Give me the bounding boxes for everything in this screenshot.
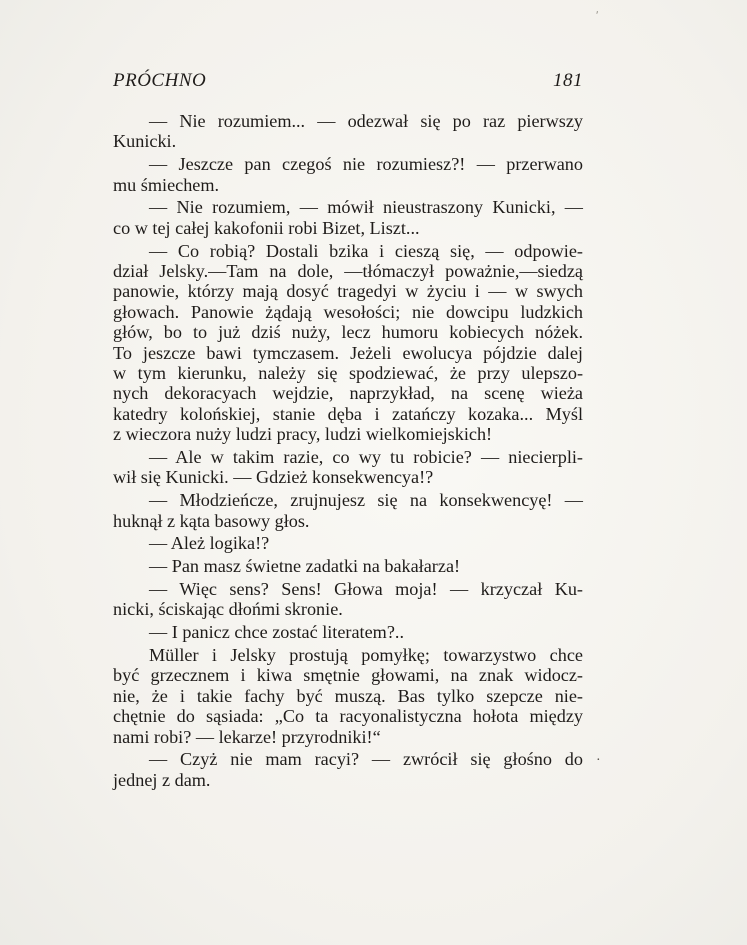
text-line: Kunicki. bbox=[113, 131, 177, 152]
text-line: chętnie do sąsiada: „Co ta racyonalistyczna hołota między bbox=[113, 706, 583, 727]
page-number: 181 bbox=[553, 70, 583, 91]
text-line: huknął z kąta basowy głos. bbox=[113, 510, 310, 531]
text-line: To jeszcze bawi tymczasem. Jeżeli ewolucya pójdzie dalej bbox=[113, 342, 583, 363]
body-text bbox=[113, 111, 583, 793]
paragraph bbox=[113, 154, 583, 195]
text-line: co w tej całej kakofonii robi Bizet, Liszt... bbox=[113, 217, 420, 238]
text-line: — Jeszcze pan czegoś nie rozumiesz?! — przerwano bbox=[149, 154, 583, 175]
text-line: nami robi? — lekarze! przyrodniki!“ bbox=[113, 726, 381, 747]
margin-dot-mark: · bbox=[596, 753, 601, 768]
text-line: głowach. Panowie żądają wesołości; nie dowcipu ludzkich bbox=[113, 301, 583, 322]
text-line: mu śmiechem. bbox=[113, 174, 220, 195]
paragraph bbox=[113, 490, 583, 531]
paragraph bbox=[113, 622, 583, 642]
paragraph bbox=[113, 447, 583, 488]
paragraph bbox=[113, 749, 583, 790]
text-line: katedry kolońskiej, stanie dęba i zatańczy kozaka... Myśl bbox=[113, 403, 583, 424]
text-line: dział Jelsky.—Tam na dole, —tłómaczył poważnie,—siedzą bbox=[113, 261, 583, 282]
text-line: Müller i Jelsky prostują pomyłkę; towarzystwo chce bbox=[149, 645, 583, 666]
text-line: — Młodzieńcze, zrujnujesz się na konsekwencyę! — bbox=[149, 490, 583, 511]
text-line: panowie, którzy mają dosyć tragedyi w życiu i — w swych bbox=[113, 281, 583, 302]
running-title: PRÓCHNO bbox=[113, 70, 207, 91]
text-line: nych dekoracyach wejdzie, naprzykład, na scenę wieża bbox=[113, 383, 583, 404]
text-line: w tym kierunku, należy się spodziewać, że przy ulepszo- bbox=[113, 363, 583, 384]
paragraph bbox=[113, 197, 583, 238]
text-line: z wieczora nuży ludzi pracy, ludzi wielkomiejskich! bbox=[113, 424, 493, 445]
text-line: — Nie rozumiem, — mówił nieustraszony Kunicki, — bbox=[149, 197, 583, 218]
paragraph bbox=[113, 556, 583, 576]
text-line: nie, że i takie fachy być muszą. Bas tylko szepcze nie- bbox=[113, 685, 583, 706]
text-line: głów, bo to już dziś nuży, lecz humoru kobiecych nóżek. bbox=[113, 322, 583, 343]
text-line: — I panicz chce zostać literatem?.. bbox=[149, 622, 404, 643]
text-line: — Ależ logika!? bbox=[149, 533, 270, 554]
paragraph bbox=[113, 111, 583, 152]
text-line: — Więc sens? Sens! Głowa moja! — krzyczał Ku- bbox=[149, 579, 583, 600]
text-line: — Czyż nie mam racyi? — zwrócił się głośno do bbox=[149, 749, 583, 770]
text-line: — Pan masz świetne zadatki na bakałarza! bbox=[149, 556, 461, 577]
text-line: — Co robią? Dostali bzika i cieszą się, — odpowie- bbox=[149, 240, 583, 261]
text-line: — Ale w takim razie, co wy tu robicie? — niecierpli- bbox=[149, 447, 583, 468]
text-line: być grzecznem i kiwa smętnie głowami, na znak widocz- bbox=[113, 665, 583, 686]
paragraph bbox=[113, 645, 583, 747]
text-line: jednej z dam. bbox=[113, 769, 211, 790]
text-line: wił się Kunicki. — Gdzież konsekwencya!? bbox=[113, 467, 434, 488]
text-line: — Nie rozumiem... — odezwał się po raz pierwszy bbox=[149, 111, 583, 131]
paragraph bbox=[113, 533, 583, 553]
running-head bbox=[113, 70, 583, 96]
paragraph bbox=[113, 241, 583, 445]
paragraph bbox=[113, 579, 583, 620]
corner-tick-mark: ʹ bbox=[596, 8, 599, 22]
text-line: nicki, ściskając dłońmi skronie. bbox=[113, 599, 343, 620]
